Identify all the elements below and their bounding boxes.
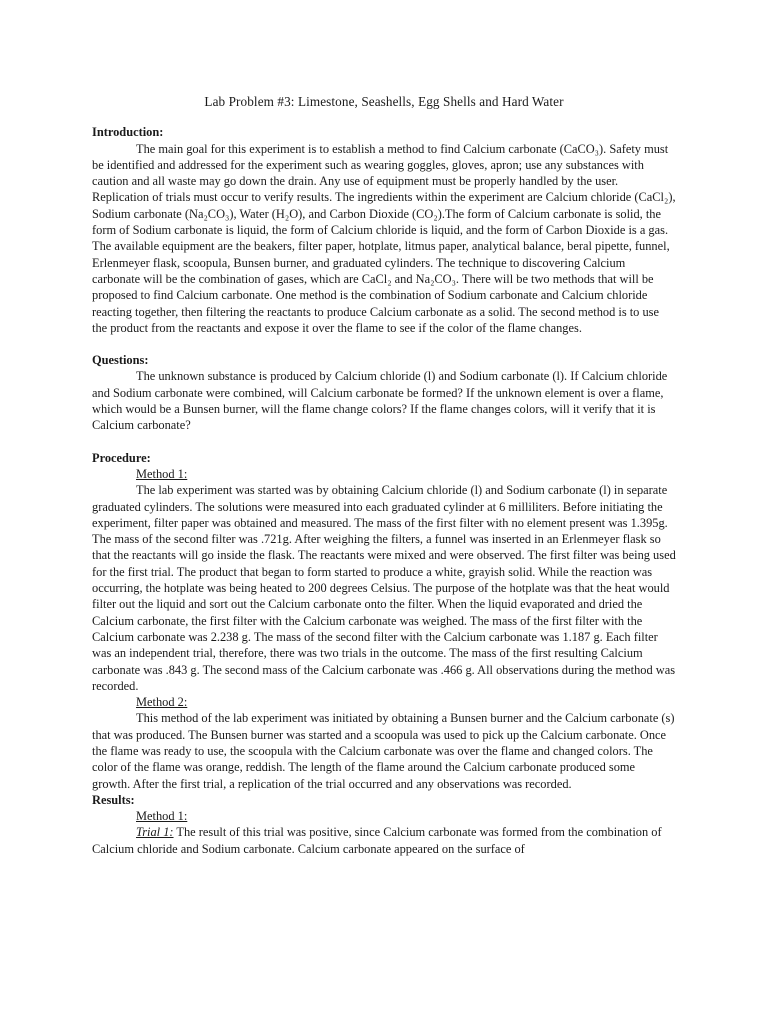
procedure-method2-label: Method 2: [136,695,188,710]
results-trial1-label: Trial 1: [136,825,174,840]
questions-paragraph: The unknown substance is produced by Calcium chloride (l) and Sodium carbonate (l). If Calcium chloride and Sodium carbonate were combined, will Calcium carbonate be formed? If the unknown element is over a flame, which would be a Bunsen burner, will the flame change colors? If the flame changes colors, will it verify that it is Calcium carbonate? [92,369,668,433]
results-heading: Results: [92,792,135,807]
results-trial1-paragraph [92,824,676,857]
document-page [92,94,676,857]
introduction-paragraph: The main goal for this experiment is to establish a method to find Calcium carbonate (CaCO₃). Safety must be identified and addressed for the experiment such as wearing goggles, gloves, apron; use any substances with caution and all waste may go down the drain. Any use of equipment must be properly handled by the user. Replication of trials must occur to verify results. The ingredients within the experiment are Calcium chloride (CaCl₂), Sodium carbonate (Na₂CO₃), Water (H₂O), and Carbon Dioxide (CO₂).The form of Calcium carbonate is solid, the form of Sodium carbonate is liquid, the form of Calcium chloride is liquid, and the form of Carbon Dioxide is a gas. The available equipment are the beakers, filter paper, hotplate, litmus paper, analytical balance, beral pipette, funnel, Erlenmeyer flask, scoopula, Bunsen burner, and graduated cylinders. The technique to discovering Calcium carbonate will be the combination of gases, which are CaCl₂ and Na₂CO₃. There will be two methods that will be proposed to find Calcium carbonate. One method is the combination of Sodium carbonate and Calcium chloride reacting together, then filtering the reactants to produce Calcium carbonate as a solid. The second method is to use the product from the reactants and expose it over the flame to see if the color of the flame changes. [92,141,676,335]
procedure-method1-label: Method 1: [136,466,188,481]
section-spacer [92,336,676,352]
procedure-method1-paragraph: The lab experiment was started was by obtaining Calcium chloride (l) and Sodium carbonate (l) in separate graduated cylinders. The solutions were measured into each graduated cylinder at 6 milliliters. Before initiating the experiment, filter paper was obtained and measured. The mass of the first filter with no element present was 1.395g. The mass of the second filter was .721g. After weighing the filters, a funnel was inserted in an Erlenmeyer flask so that the reactants will go inside the flask. The reactants were mixed and were observed. The first filter was being used for the first trial. The product that began to form started to produce a white, grayish solid. While the reaction was occurring, the hotplate was being heated to 200 degrees Celsius. The purpose of the hotplate was that the heat would filter out the liquid and sort out the Calcium carbonate onto the filter. When the liquid evaporated and dried the Calcium carbonate, the first filter with the Calcium carbonate was weighed. The mass of the first filter with the Calcium carbonate was 2.238 g. The mass of the second filter with the Calcium carbonate was 1.187 g. Each filter was an independent trial, therefore, there was two trials in the outcome. The mass of the first resulting Calcium carbonate was .843 g. The second mass of the Calcium carbonate was .466 g. All observations during the method was recorded. [92,483,676,693]
procedure-method1-label-line [92,466,676,482]
questions-heading: Questions: [92,353,149,368]
procedure-method2-paragraph: This method of the lab experiment was initiated by obtaining a Bunsen burner and the Calcium carbonate (s) that was produced. The Bunsen burner was started and a scoopula was used to pick up the Calcium carbonate. Once the flame was ready to use, the scoopula with the Calcium carbonate was over the flame and changed colors. The color of the flame was orange, reddish. The length of the flame around the Calcium carbonate produced some growth. After the first trial, a replication of the trial occurred and any observations was recorded. [92,711,675,791]
results-method1-label: Method 1: [136,809,188,824]
results-method1-label-line [92,808,676,824]
results-trial1-text: The result of this trial was positive, since Calcium carbonate was formed from the combination of Calcium chloride and Sodium carbonate. Calcium carbonate appeared on the surface of [92,825,662,856]
introduction-heading: Introduction: [92,125,164,140]
document-title: Lab Problem #3: Limestone, Seashells, Egg Shells and Hard Water [204,94,564,109]
procedure-method2-label-line [92,694,676,710]
section-spacer [92,434,676,450]
procedure-heading: Procedure: [92,450,151,465]
